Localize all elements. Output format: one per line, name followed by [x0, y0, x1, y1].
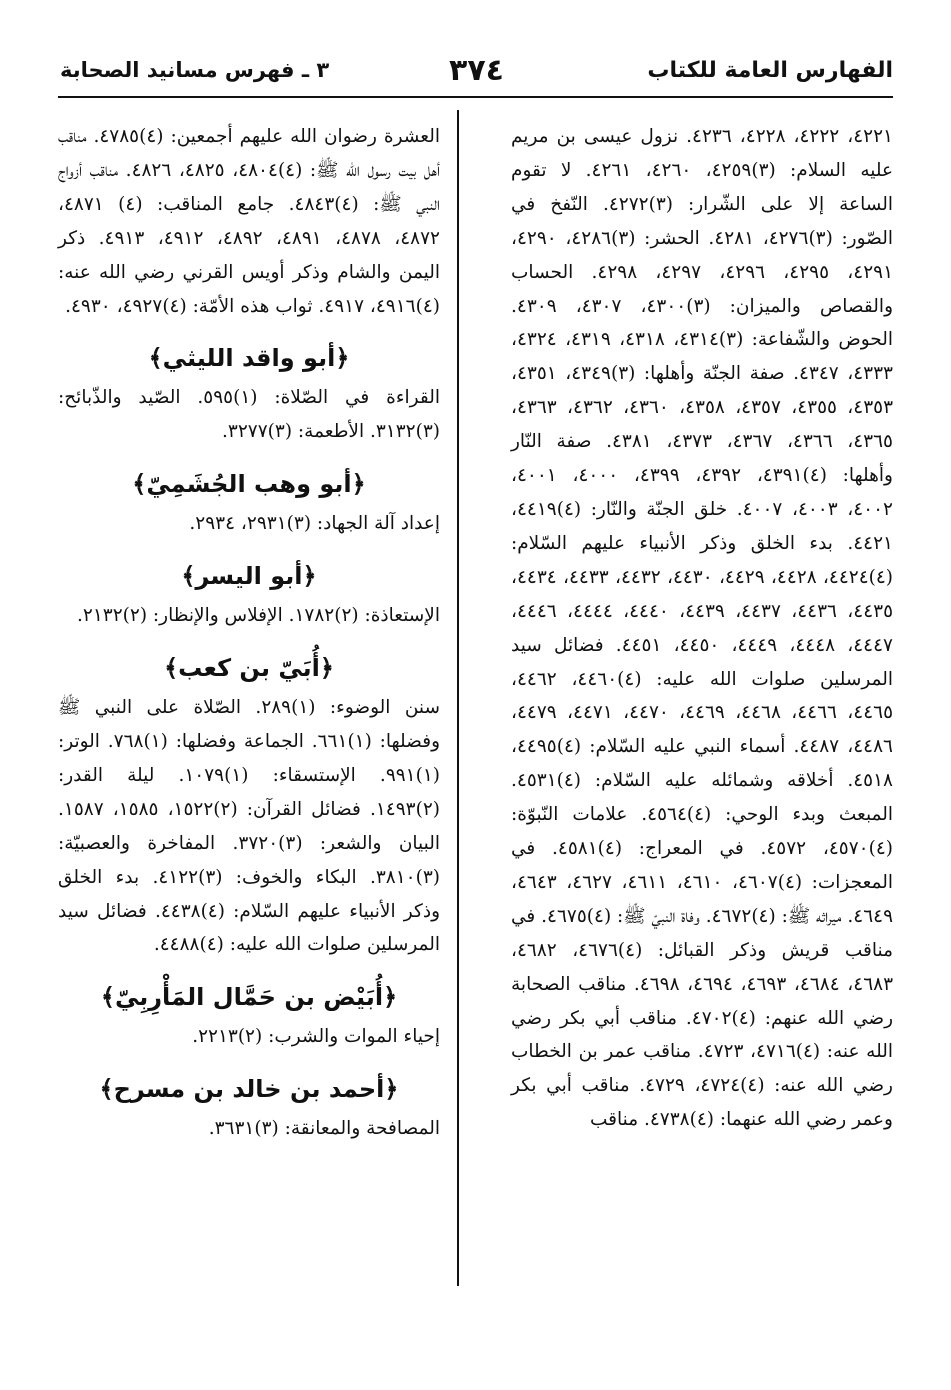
companion-name: أبو اليسر: [195, 562, 303, 591]
column-divider: [457, 110, 459, 1286]
companion-name: أُبَيّ بن كعب: [178, 654, 320, 683]
companion-name: أُبَيْض بن حَمَّال المَأْرِبِيّ: [114, 983, 384, 1012]
page-number: ٣٧٤: [449, 52, 504, 88]
section-title: ٣ ـ فهرس مسانيد الصحابة: [60, 58, 330, 82]
index-entries: القراءة في الصّلاة: (١)٥٩٥. الصّيد والذّبائح: (٣)٣١٣٢. الأطعمة: (٣)٣٢٧٧.: [58, 387, 441, 443]
right-column: [511, 120, 893, 1137]
companion-heading: ﴿أبو اليسر﴾: [181, 562, 317, 591]
companion-name: أبو وهب الجُشَمِيّ: [146, 470, 352, 499]
index-entries: سنن الوضوء: (١)٢٨٩. الصّلاة على النبي ﷺ وفضلها: (١)٦٦١. الجماعة وفضلها: (١)٧٦٨. الوتر: (١)٩٩١. الإستسقاء: (١)١٠٧٩. ليلة القدر: (٢)١٤٩٣. فضائل القرآن: (٢)١٥٢٢، ١٥٨٥، ١٥٨٧. البيان والشعر: (٣)٣٧٢٠. المفاخرة والعصبيّة: (٣)٣٨١٠. البكاء والخوف: (٣)٤١٢٢. بدء الخلق وذكر الأنبياء عليهم السّلام: (٤)٤٤٣٨. فضائل سيد المرسلين صلوات الله عليه: (٤)٤٤٨٨.: [58, 697, 440, 956]
companion-name: أبو واقد الليثي: [162, 344, 336, 373]
index-entries: المصافحة والمعانقة: (٣)٣٦٣١.: [208, 1118, 440, 1140]
running-title: الفهارس العامة للكتاب: [647, 57, 893, 83]
page-header: [60, 48, 893, 92]
companion-heading: ﴿أحمد بن خالد بن مسرح﴾: [99, 1075, 399, 1104]
index-entries: إعداد آلة الجهاد: (٣)٢٩٣١، ٢٩٣٤.: [189, 513, 440, 535]
companion-heading: ﴿أُبَيّ بن كعب﴾: [164, 654, 334, 683]
header-rule: [58, 96, 893, 98]
index-entries: ٤٢٢١، ٤٢٢٢، ٤٢٢٨، ٤٢٣٦. نزول عيسى بن مريم عليه السلام: (٣)٤٢٥٩، ٤٢٦٠، ٤٢٦١. لا تقوم الساعة إلا على الشّرار: (٣)٤٢٧٢. النّفخ في الصّور: (٣)٤٢٧٦، ٤٢٨١. الحشر: (٣)٤٢٨٦، ٤٢٩٠، ٤٢٩١، ٤٢٩٥، ٤٢٩٦، ٤٢٩٧، ٤٢٩٨. الحساب والقصاص والميزان: (٣)٤٣٠٠، ٤٣٠٧، ٤٣٠٩. الحوض والشّفاعة: (٣)٤٣١٤، ٤٣١٨، ٤٣١٩، ٤٣٢٤، ٤٣٣٣، ٤٣٤٧. صفة الجنّة وأهلها: (٣)٤٣٤٩، ٤٣٥١، ٤٣٥٣، ٤٣٥٥، ٤٣٥٧، ٤٣٥٨، ٤٣٦٠، ٤٣٦٢، ٤٣٦٣، ٤٣٦٥، ٤٣٦٦، ٤٣٦٧، ٤٣٧٣، ٤٣٨١. صفة النّار وأهلها: (٤)٤٣٩١، ٤٣٩٢، ٤٣٩٩، ٤٠٠٠، ٤٠٠١، ٤٠٠٢، ٤٠٠٣، ٤٠٠٧. خلق الجنّة والنّار: (٤)٤٤١٩، ٤٤٢١. بدء الخلق وذكر الأنبياء عليهم السّلام: (٤)٤٤٢٤، ٤٤٢٨، ٤٤٢٩، ٤٤٣٠، ٤٤٣٢، ٤٤٣٣، ٤٤٣٤، ٤٤٣٥، ٤٤٣٦، ٤٤٣٧، ٤٤٣٩، ٤٤٤٠، ٤٤٤٤، ٤٤٤٦، ٤٤٤٧، ٤٤٤٨، ٤٤٤٩، ٤٤٥٠، ٤٤٥١. فضائل سيد المرسلين صلوات الله عليه: (٤)٤٤٦٠، ٤٤٦٢، ٤٤٦٥، ٤٤٦٦، ٤٤٦٨، ٤٤٦٩، ٤٤٧٠، ٤٤٧١، ٤٤٧٩، ٤٤٨٦، ٤٤٨٧. أسماء النبي عليه السّلام: (٤)٤٤٩٥، ٤٥١٨. أخلاقه وشمائله عليه السّلام: (٤)٤٥٣١. المبعث وبدء الوحي: (٤)٤٥٦٤. علامات النّبوّة: (٤)٤٥٧٠، ٤٥٧٢. في المعراج: (٤)٤٥٨١. في المعجزات: (٤)٤٦٠٧، ٤٦١٠، ٤٦١١، ٤٦٢٧، ٤٦٤٣، ٤٦٤٩. ميراثه ﷺ: (٤)٤٦٧٢. وفاة النبيّ ﷺ: (٤)٤٦٧٥. في مناقب قريش وذكر القبائل: (٤)٤٦٧٦، ٤٦٨٢، ٤٦٨٣، ٤٦٨٤، ٤٦٩٣، ٤٦٩٤، ٤٦٩٨. مناقب الصحابة رضي الله عنهم: (٤)٤٧٠٢. مناقب أبي بكر رضي الله عنه: (٤)٤٧١٦، ٤٧٢٣. مناقب عمر بن الخطاب رضي الله عنه: (٤)٤٧٢٤، ٤٧٢٩. مناقب أبي بكر وعمر رضي الله عنهما: (٤)٤٧٣٨. مناقب: [511, 126, 894, 1131]
companion-heading: ﴿أبو واقد الليثي﴾: [148, 344, 350, 373]
index-entries: الإستعاذة: (٢)١٧٨٢. الإفلاس والإنظار: (٢)٢١٣٢.: [77, 605, 440, 627]
companion-heading: ﴿أُبَيْض بن حَمَّال المَأْرِبِيّ﴾: [100, 983, 398, 1012]
left-column: [58, 120, 440, 1146]
companion-heading: ﴿أبو وهب الجُشَمِيّ﴾: [132, 470, 366, 499]
index-entries: العشرة رضوان الله عليهم أجمعين: (٤)٤٧٨٥. مناقب أهل بيت رسول الله ﷺ: (٤)٤٨٠٤، ٤٨٢٥، ٤٨٢٦. مناقب أزواج النبي ﷺ: (٤)٤٨٤٣. جامع المناقب: (٤) ٤٨٧١، ٤٨٧٢، ٤٨٧٨، ٤٨٩١، ٤٨٩٢، ٤٩١٢، ٤٩١٣. ذكر اليمن والشام وذكر أويس القرني رضي الله عنه: (٤)٤٩١٦، ٤٩١٧. ثواب هذه الأمّة: (٤)٤٩٢٧، ٤٩٣٠.: [58, 126, 441, 317]
index-entries: إحياء الموات والشرب: (٢)٢٢١٣.: [192, 1026, 440, 1048]
companion-name: أحمد بن خالد بن مسرح: [113, 1075, 385, 1104]
